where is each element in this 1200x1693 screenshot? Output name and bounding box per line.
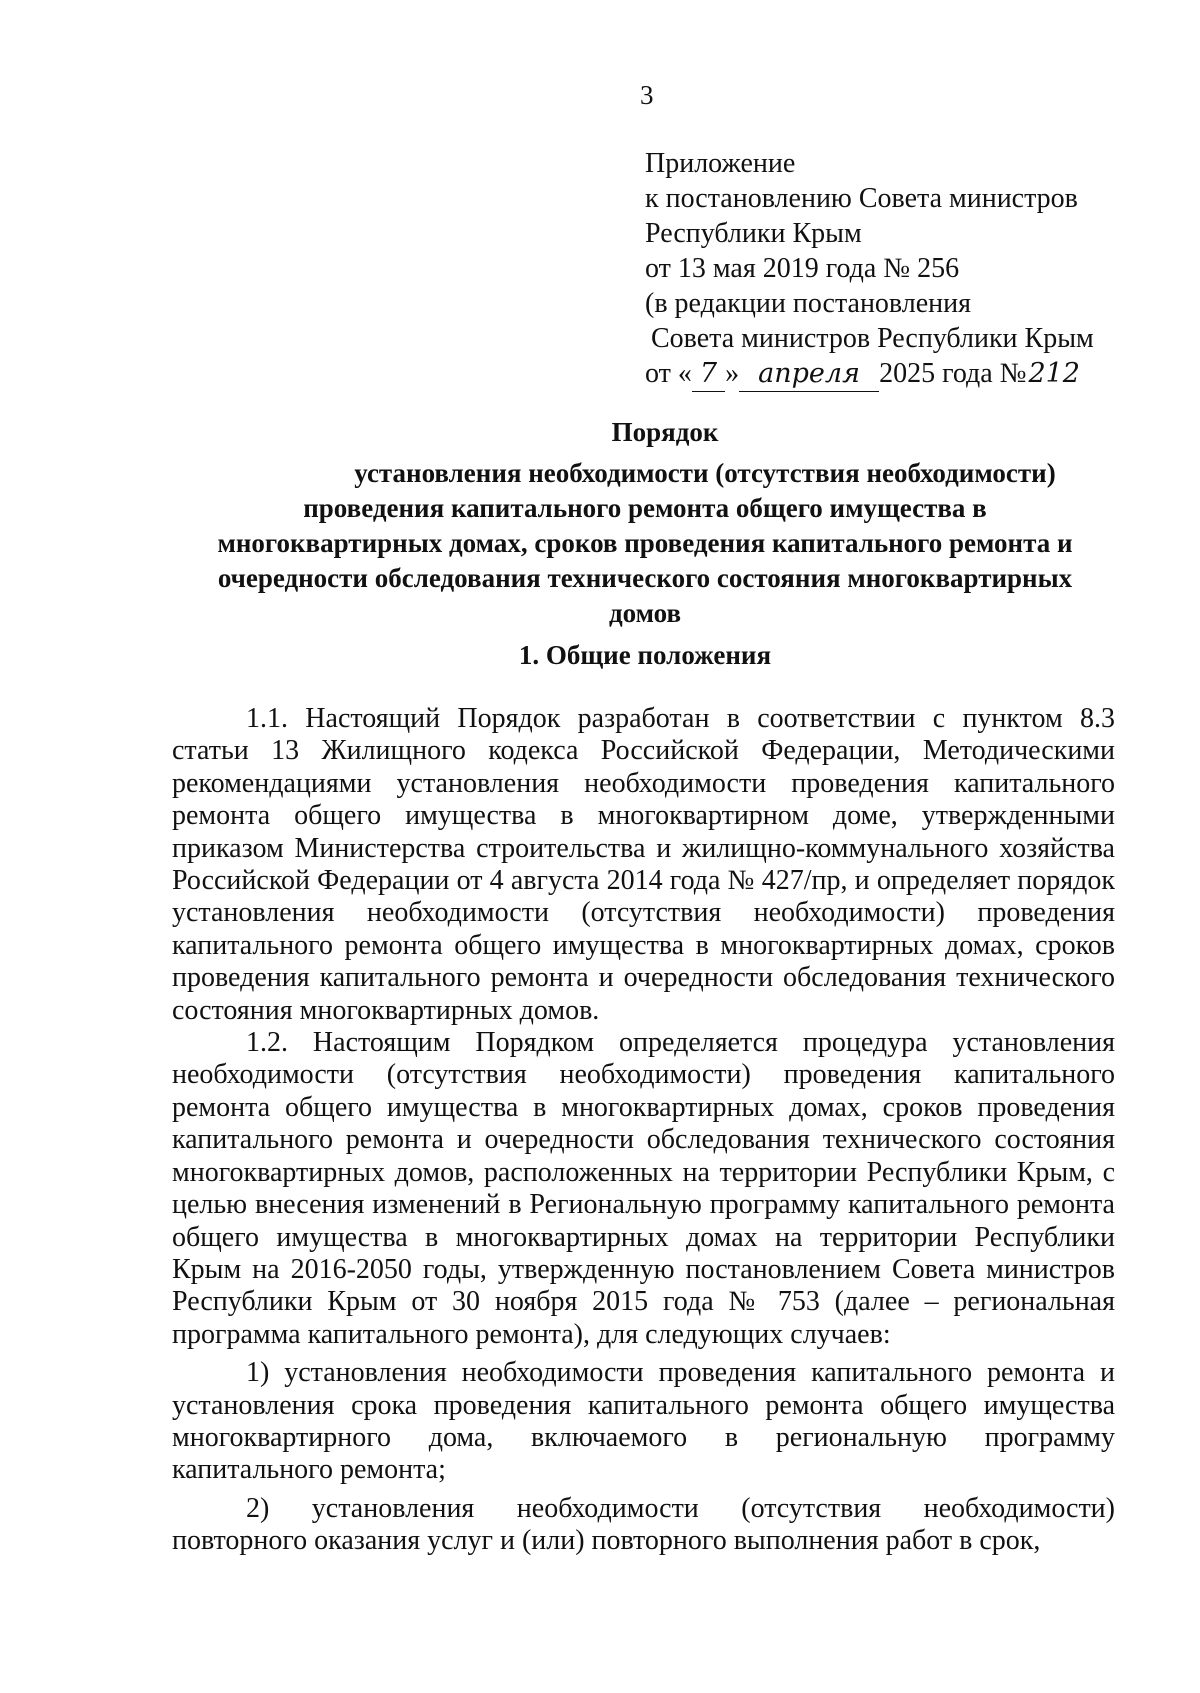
handwritten-month: апреля	[739, 356, 879, 392]
title-line: очередности обследования технического состояния многоквартирных	[217, 563, 1073, 593]
title-line: домов	[608, 598, 682, 628]
page-number: 3	[640, 80, 654, 110]
list-item: 2) установления необходимости (отсутствия необходимости) повторного оказания услуг и (или) повторного выполнения работ в срок,	[172, 1492, 1115, 1557]
handwritten-day: 7	[692, 356, 725, 392]
date-quote-close: »	[725, 358, 740, 389]
date-year: 2025 года №	[879, 358, 1027, 389]
appendix-line: к постановлению Совета министров	[645, 183, 1078, 214]
title-heading: Порядок	[611, 417, 719, 447]
date-prefix: от «	[645, 358, 692, 389]
appendix-line: Приложение	[645, 148, 796, 179]
appendix-date-line	[645, 356, 1094, 392]
appendix-line: от 13 мая 2019 года № 256	[645, 253, 960, 284]
paragraph: 1.2. Настоящим Порядком определяется процедура установления необходимости (отсутствия необходимости) проведения капитального ремонта общего имущества в многоквартирных домах, сроков проведения капитального ремонта и очередности обследования технического состояния многоквартирных домов, расположенных на территории Республики Крым, с целью внесения изменений в Региональную программу капитального ремонта общего имущества в многоквартирных домах на территории Республики Крым на 2016-2050 годы, утвержденную постановлением Совета министров Республики Крым от 30 ноября 2015 года № 753 (далее – региональная программа капитального ремонта), для следующих случаев:	[172, 1027, 1115, 1350]
section-heading: 1. Общие положения	[518, 640, 772, 670]
appendix-line: Совета министров Республики Крым	[651, 323, 1094, 354]
body-text	[172, 703, 1115, 1558]
title-line: многоквартирных домах, сроков проведения капитального ремонта и	[217, 528, 1073, 558]
title-line: установления необходимости (отсутствия необходимости)	[354, 458, 1056, 488]
title-line: проведения капитального ремонта общего имущества в	[303, 493, 987, 523]
appendix-line: (в редакции постановления	[645, 288, 972, 319]
list-item: 1) установления необходимости проведения капитального ремонта и установления срока проведения капитального ремонта общего имущества многоквартирного дома, включаемого в региональную программу капитального ремонта;	[172, 1357, 1115, 1486]
handwritten-number: 212	[1028, 358, 1080, 389]
appendix-block	[645, 146, 1094, 392]
paragraph: 1.1. Настоящий Порядок разработан в соответствии с пунктом 8.3 статьи 13 Жилищного кодекса Российской Федерации, Методическими рекомендациями установления необходимости проведения капитального ремонта общего имущества в многоквартирном доме, утвержденными приказом Министерства строительства и жилищно-коммунального хозяйства Российской Федерации от 4 августа 2014 года № 427/пр, и определяет порядок установления необходимости (отсутствия необходимости) проведения капитального ремонта общего имущества в многоквартирных домах, сроков проведения капитального ремонта и очередности обследования технического состояния многоквартирных домов.	[172, 703, 1115, 1026]
appendix-line: Республики Крым	[645, 218, 862, 249]
document-title	[170, 415, 1120, 631]
